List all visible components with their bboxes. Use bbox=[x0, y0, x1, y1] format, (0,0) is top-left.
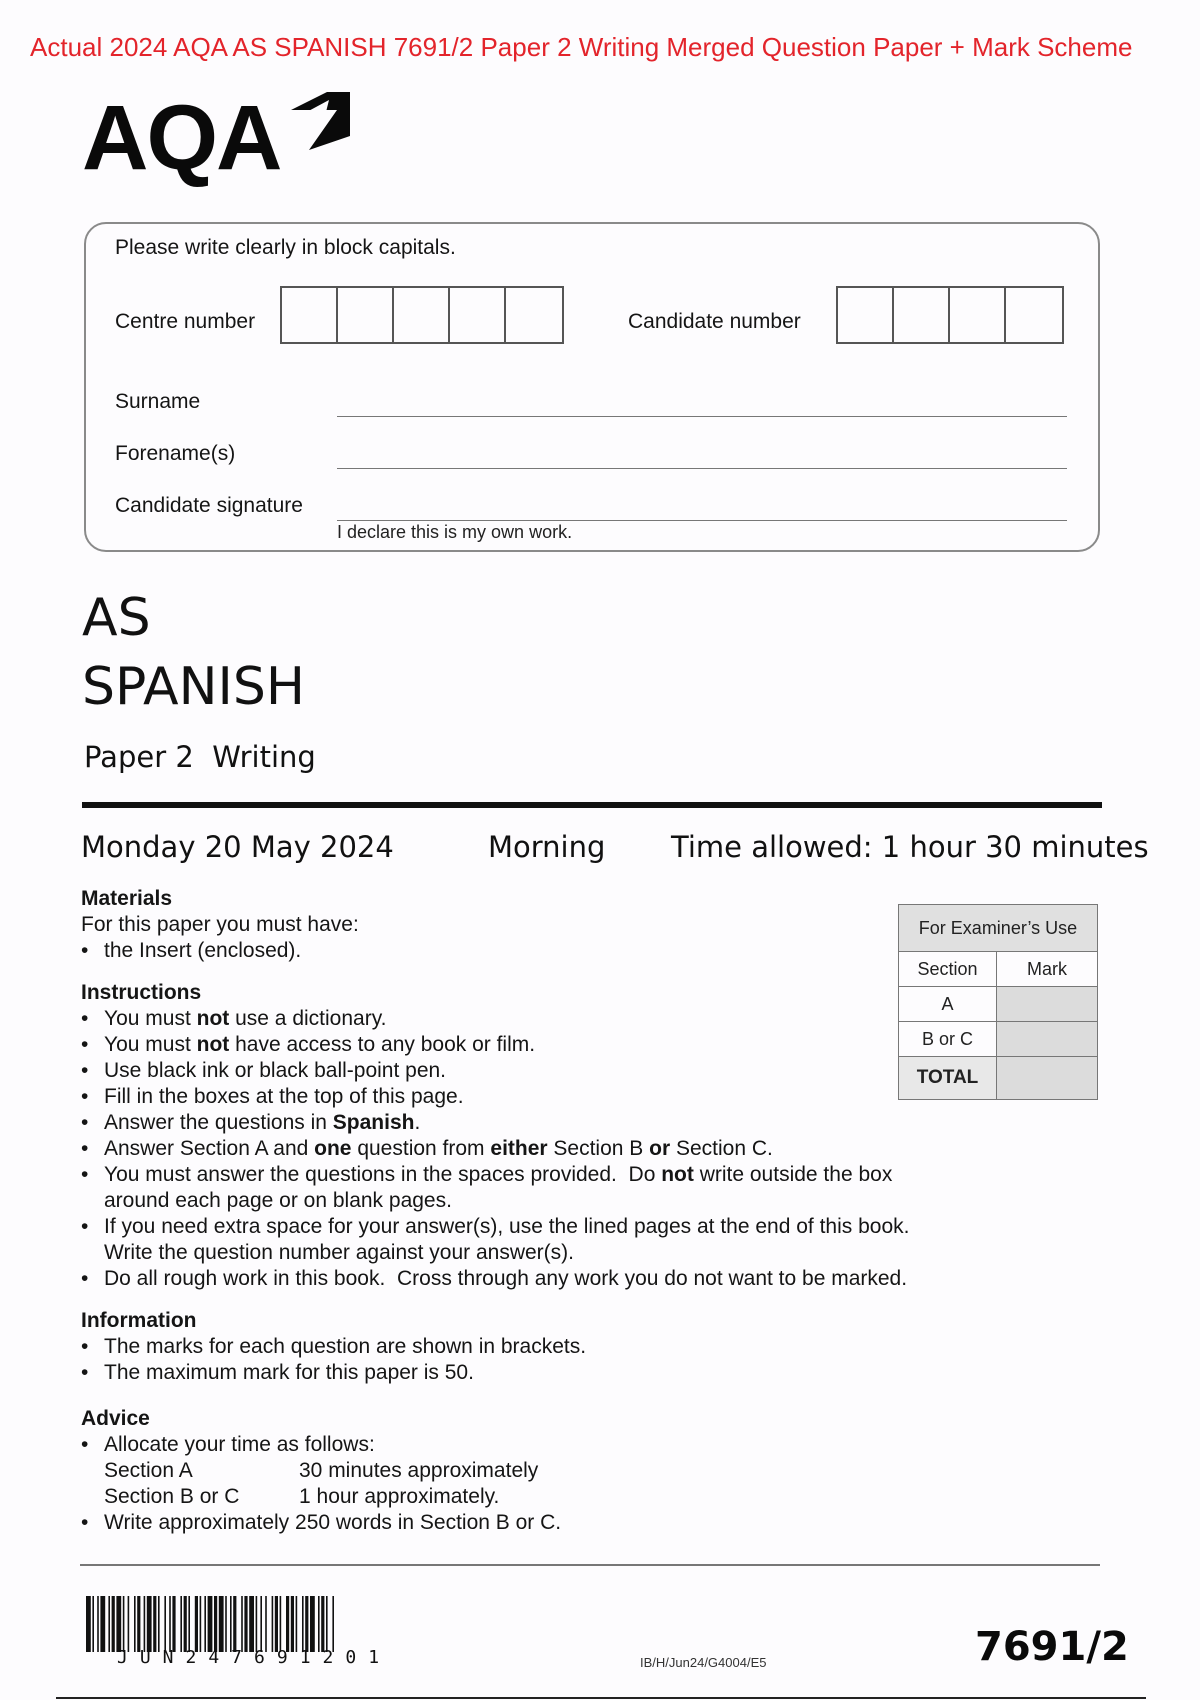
instruction-item: • Answer the questions in Spanish. bbox=[81, 1110, 951, 1136]
block-capitals-instruction: Please write clearly in block capitals. bbox=[115, 236, 456, 259]
barcode-bar bbox=[332, 1596, 334, 1652]
instruction-item: • You must not use a dictionary. bbox=[81, 1006, 951, 1032]
examiner-table-title: For Examiner’s Use bbox=[899, 905, 1098, 952]
barcode-bar bbox=[158, 1596, 160, 1652]
barcode-bar bbox=[184, 1596, 187, 1652]
examiner-mark-cell bbox=[997, 987, 1098, 1022]
centre-number-digit-box[interactable] bbox=[506, 288, 562, 342]
barcode-bar bbox=[233, 1596, 236, 1652]
header-divider bbox=[82, 802, 1102, 808]
barcode-bar bbox=[291, 1596, 294, 1652]
barcode-bar bbox=[318, 1596, 320, 1652]
barcode-bar bbox=[169, 1596, 171, 1652]
barcode-bar bbox=[112, 1596, 115, 1652]
instruction-item: • Fill in the boxes at the top of this page. bbox=[81, 1084, 951, 1110]
own-work-declaration: I declare this is my own work. bbox=[337, 522, 573, 542]
information-item: • The marks for each question are shown in brackets. bbox=[81, 1334, 981, 1360]
surname-label: Surname bbox=[115, 390, 201, 413]
candidate-number-digit-box[interactable] bbox=[950, 288, 1006, 342]
time-allowed: Time allowed: 1 hour 30 minutes bbox=[671, 830, 1149, 864]
barcode-bar bbox=[265, 1596, 267, 1652]
barcode-bar bbox=[123, 1596, 125, 1652]
paper-code: 7691/2 bbox=[975, 1624, 1129, 1670]
surname-field[interactable] bbox=[337, 416, 1067, 417]
candidate-number-digit-box[interactable] bbox=[838, 288, 894, 342]
candidate-number-boxes[interactable] bbox=[836, 286, 1064, 344]
materials-intro: For this paper you must have: bbox=[81, 913, 359, 936]
examiner-col-section: Section bbox=[899, 952, 997, 987]
advice-heading: Advice bbox=[81, 1407, 150, 1430]
barcode-bar bbox=[326, 1596, 328, 1652]
materials-section bbox=[81, 886, 981, 964]
barcode-bar bbox=[272, 1596, 274, 1652]
paper-reference: IB/H/Jun24/G4004/E5 bbox=[640, 1655, 767, 1670]
barcode-bar bbox=[200, 1596, 202, 1652]
information-item: • The maximum mark for this paper is 50. bbox=[81, 1360, 981, 1386]
centre-number-digit-box[interactable] bbox=[282, 288, 338, 342]
advice-item: • Allocate your time as follows: bbox=[81, 1432, 981, 1458]
instruction-item: • You must answer the questions in the spaces provided. Do not write outside the box around each page or on blank pages. bbox=[81, 1162, 924, 1214]
advice-timing-row: Section A 30 minutes approximately bbox=[104, 1459, 539, 1482]
barcode-bar bbox=[230, 1596, 232, 1652]
logo-wordmark: AQA bbox=[82, 87, 281, 189]
examiner-col-mark: Mark bbox=[997, 952, 1098, 987]
barcode-bar bbox=[302, 1596, 304, 1652]
examiner-row-section: A bbox=[899, 987, 997, 1022]
forenames-label: Forename(s) bbox=[115, 442, 236, 465]
centre-number-digit-box[interactable] bbox=[450, 288, 506, 342]
advice-section bbox=[81, 1406, 981, 1536]
candidate-number-label: Candidate number bbox=[628, 310, 801, 333]
instruction-item: • You must not have access to any book or film. bbox=[81, 1032, 951, 1058]
instruction-item: • Answer Section A and one question from either Section B or Section C. bbox=[81, 1136, 951, 1162]
candidate-number-digit-box[interactable] bbox=[1006, 288, 1062, 342]
forenames-field[interactable] bbox=[337, 468, 1067, 469]
aqa-logo-mark-icon bbox=[287, 90, 352, 152]
barcode-bar bbox=[86, 1596, 91, 1652]
instruction-item: • If you need extra space for your answer(s), use the lined pages at the end of this book. Write the question number against your answer(s). bbox=[81, 1214, 924, 1266]
barcode-bar bbox=[188, 1596, 190, 1652]
qualification-level: AS bbox=[82, 588, 151, 648]
barcode-bar bbox=[108, 1596, 110, 1652]
barcode-number: JUN247691201 bbox=[117, 1647, 392, 1668]
barcode-bar bbox=[275, 1596, 278, 1652]
examiner-total-label: TOTAL bbox=[899, 1057, 997, 1100]
barcode-bar bbox=[164, 1596, 166, 1652]
signature-label: Candidate signature bbox=[115, 494, 303, 517]
barcode-bar bbox=[225, 1596, 227, 1652]
examiner-total-cell bbox=[997, 1057, 1098, 1100]
barcode-bar bbox=[219, 1596, 224, 1652]
aqa-logo bbox=[82, 88, 352, 188]
examiner-row-section: B or C bbox=[899, 1022, 997, 1057]
instructions-section bbox=[81, 980, 951, 1292]
barcode-bar bbox=[296, 1596, 298, 1652]
barcode-bar bbox=[204, 1596, 206, 1652]
barcode-bar bbox=[249, 1596, 254, 1652]
advice-item: • Write approximately 250 words in Section B or C. bbox=[81, 1510, 981, 1536]
barcode-bar bbox=[153, 1596, 156, 1652]
information-section bbox=[81, 1308, 981, 1386]
candidate-number-digit-box[interactable] bbox=[894, 288, 950, 342]
barcode-bar bbox=[100, 1596, 105, 1652]
barcode-bar bbox=[321, 1596, 324, 1652]
signature-field[interactable] bbox=[337, 520, 1067, 521]
exam-date: Monday 20 May 2024 bbox=[81, 830, 394, 864]
barcode-bar bbox=[241, 1596, 243, 1652]
barcode bbox=[86, 1596, 470, 1652]
paper-title: Paper 2 Writing bbox=[84, 740, 316, 774]
subject-name: SPANISH bbox=[82, 657, 305, 717]
barcode-bar bbox=[97, 1596, 99, 1652]
barcode-bar bbox=[260, 1596, 262, 1652]
examiner-mark-cell bbox=[997, 1022, 1098, 1057]
centre-number-digit-box[interactable] bbox=[338, 288, 394, 342]
footer-divider bbox=[80, 1564, 1100, 1566]
barcode-bar bbox=[195, 1596, 198, 1652]
centre-number-boxes[interactable] bbox=[280, 286, 564, 344]
barcode-bar bbox=[280, 1596, 282, 1652]
barcode-bar bbox=[256, 1596, 258, 1652]
document-banner-title: Actual 2024 AQA AS SPANISH 7691/2 Paper 2 Writing Merged Question Paper + Mark Scheme bbox=[30, 32, 1133, 62]
exam-session: Morning bbox=[488, 830, 606, 864]
materials-item: • the Insert (enclosed). bbox=[81, 938, 981, 964]
barcode-bar bbox=[92, 1596, 94, 1652]
barcode-bar bbox=[147, 1596, 152, 1652]
barcode-bar bbox=[137, 1596, 140, 1652]
advice-timing-row: Section B or C 1 hour approximately. bbox=[104, 1485, 500, 1508]
barcode-bar bbox=[244, 1596, 247, 1652]
barcode-bar bbox=[134, 1596, 136, 1652]
instruction-item: • Use black ink or black ball-point pen. bbox=[81, 1058, 951, 1084]
barcode-bar bbox=[180, 1596, 182, 1652]
instructions-heading: Instructions bbox=[81, 981, 202, 1004]
instruction-item: • Do all rough work in this book. Cross through any work you do not want to be marked. bbox=[81, 1266, 951, 1292]
materials-heading: Materials bbox=[81, 887, 173, 910]
centre-number-digit-box[interactable] bbox=[394, 288, 450, 342]
barcode-bar bbox=[305, 1596, 308, 1652]
page-bottom-rule bbox=[56, 1697, 1146, 1699]
centre-number-label: Centre number bbox=[115, 310, 256, 333]
information-heading: Information bbox=[81, 1309, 197, 1332]
barcode-bar bbox=[116, 1596, 121, 1652]
barcode-bar bbox=[144, 1596, 146, 1652]
examiner-use-table bbox=[898, 904, 1098, 1100]
barcode-bar bbox=[128, 1596, 130, 1652]
barcode-bar bbox=[172, 1596, 175, 1652]
barcode-bar bbox=[208, 1596, 213, 1652]
barcode-bar bbox=[286, 1596, 289, 1652]
barcode-bar bbox=[310, 1596, 315, 1652]
barcode-bar bbox=[214, 1596, 217, 1652]
